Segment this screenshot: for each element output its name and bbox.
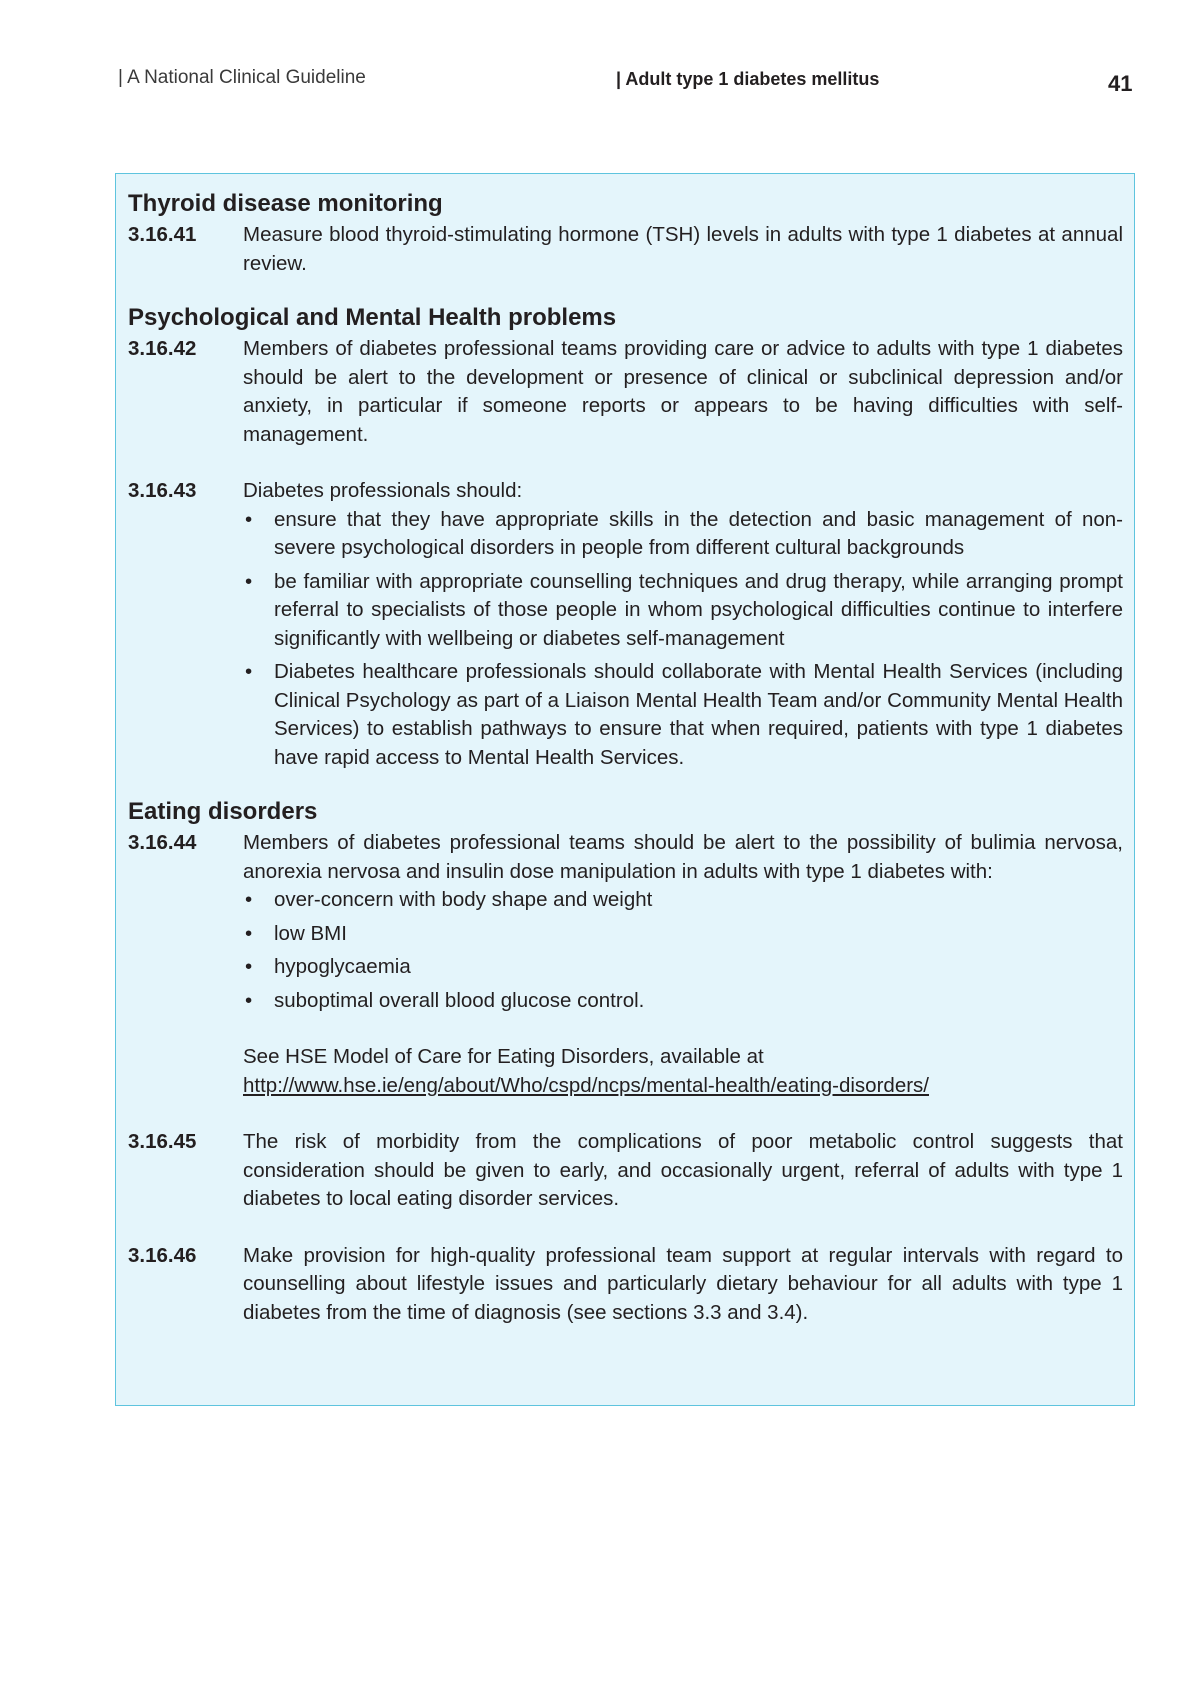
recommendation-text: Make provision for high-quality professional team support at regular intervals with regard to counselling about lifestyle issues and particularly dietary behaviour for all adults with type 1 diabetes from the time of diagnosis (see sections 3.3 and 3.4).: [243, 1243, 1123, 1324]
bullet-icon: •: [245, 955, 253, 978]
bullet-item: • Diabetes healthcare professionals should collaborate with Mental Health Services (including Clinical Psychology as part of a Liaison Mental Health Team and/or Community Mental Health Services) to establish pathways to ensure that when required, patients with type 1 diabetes have rapid access to Mental Health Services.: [243, 658, 1123, 772]
recommendation-number: 3.16.45: [128, 1130, 197, 1153]
page-number: 41: [1108, 71, 1133, 96]
eating-disorders-link[interactable]: http://www.hse.ie/eng/about/Who/cspd/ncps/mental-health/eating-disorders/: [243, 1073, 929, 1097]
recommendation-3-16-44: [128, 829, 1123, 1100]
bullet-item: • over-concern with body shape and weight: [243, 886, 1123, 915]
bullet-icon: •: [245, 921, 253, 945]
recommendation-3-16-43: [128, 477, 1123, 772]
recommendation-text: Members of diabetes professional teams providing care or advice to adults with type 1 diabetes should be alert to the development or presence of clinical or subclinical depression and/or anxiety, in particular if someone reports or appears to be having difficulties with self-management.: [243, 337, 1123, 446]
recommendation-text: The risk of morbidity from the complications of poor metabolic control suggests that consideration should be given to early, and occasionally urgent, referral of adults with type 1 diabetes to local eating disorder services.: [243, 1130, 1123, 1210]
bullet-list: [243, 886, 1123, 1015]
recommendation-intro: Members of diabetes professional teams should be alert to the possibility of bulimia nervosa, anorexia nervosa and insulin dose manipulation in adults with type 1 diabetes with:: [243, 831, 1123, 883]
bullet-item: • low BMI: [243, 920, 1123, 949]
see-also-text: See HSE Model of Care for Eating Disorders, available at: [243, 1045, 764, 1068]
bullet-icon: •: [245, 507, 253, 531]
section-title-thyroid: Thyroid disease monitoring: [128, 190, 443, 217]
page-header-left: | A National Clinical Guideline: [118, 67, 366, 88]
bullet-item: • ensure that they have appropriate skills in the detection and basic management of non-severe psychological disorders in people from different cultural backgrounds: [243, 506, 1123, 563]
recommendation-3-16-42: [128, 335, 1123, 449]
bullet-item: • be familiar with appropriate counselling techniques and drug therapy, while arranging prompt referral to specialists of those people in whom psychological difficulties continue to interfere significantly with wellbeing or diabetes self-management: [243, 568, 1123, 654]
recommendation-text: Measure blood thyroid-stimulating hormone (TSH) levels in adults with type 1 diabetes at annual review.: [243, 223, 1123, 275]
section-title-psychological: Psychological and Mental Health problems: [128, 304, 617, 331]
see-also-note: [243, 1043, 1123, 1100]
recommendation-3-16-45: [128, 1128, 1123, 1214]
recommendation-intro: Diabetes professionals should:: [243, 479, 523, 502]
recommendation-number: 3.16.43: [128, 479, 197, 502]
recommendation-number: 3.16.41: [128, 223, 197, 246]
page-header-title: | Adult type 1 diabetes mellitus: [616, 69, 880, 89]
bullet-icon: •: [245, 888, 253, 911]
recommendation-3-16-46: [128, 1242, 1123, 1328]
bullet-item: • suboptimal overall blood glucose control.: [243, 987, 1123, 1016]
bullet-icon: •: [245, 660, 253, 683]
recommendation-3-16-41: [128, 221, 1123, 278]
bullet-icon: •: [245, 988, 253, 1012]
recommendations-box: [115, 173, 1135, 1406]
bullet-item: • hypoglycaemia: [243, 953, 1123, 982]
bullet-list: [243, 506, 1123, 773]
bullet-icon: •: [245, 569, 253, 593]
recommendation-number: 3.16.42: [128, 337, 197, 360]
recommendation-number: 3.16.44: [128, 831, 197, 854]
section-title-eating-disorders: Eating disorders: [128, 798, 318, 825]
recommendation-number: 3.16.46: [128, 1243, 197, 1267]
